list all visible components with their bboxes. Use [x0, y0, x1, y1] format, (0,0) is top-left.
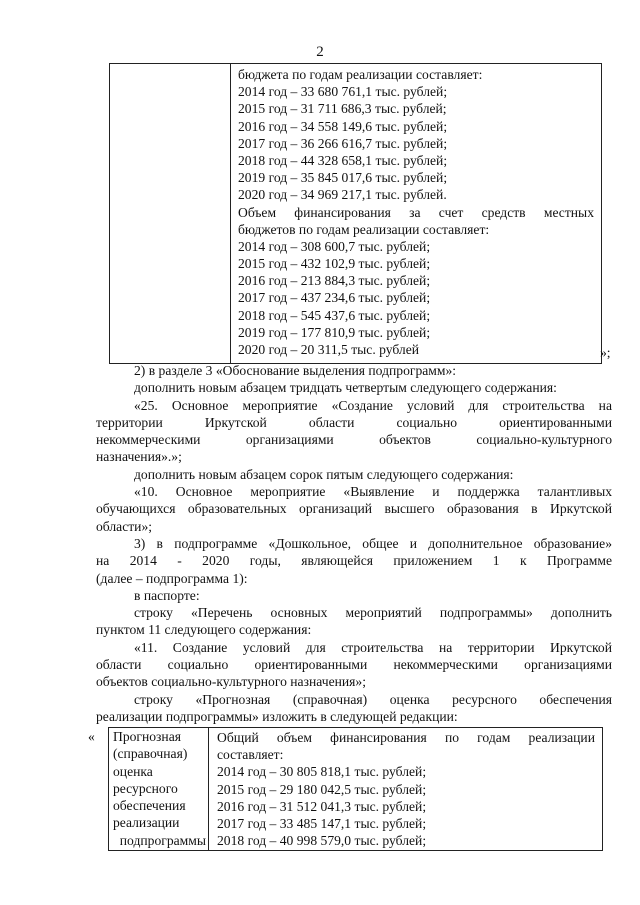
text-line: дополнить новым абзацем тридцать четвертым следующего содержания: — [134, 380, 557, 396]
row-header-line: оценка — [113, 763, 153, 779]
table-line: 2015 год – 31 711 686,3 тыс. рублей; — [238, 101, 447, 117]
text-line: области»; — [96, 518, 153, 534]
table-line: 2014 год – 33 680 761,1 тыс. рублей; — [238, 84, 448, 100]
table-opening-quote: « — [88, 729, 95, 744]
table-line: 2019 год – 177 810,9 тыс. рублей; — [238, 324, 431, 340]
text-line: пунктом 11 следующего содержания: — [96, 622, 312, 638]
text-line: «10. Основное мероприятие «Выявление и поддержка талантливых — [134, 484, 612, 500]
text-line: дополнить новым абзацем сорок пятым следующего содержания: — [134, 466, 514, 482]
text-line: строку «Прогнозная (справочная) оценка ресурсного обеспечения — [134, 691, 612, 707]
table-right-cell — [217, 729, 595, 849]
row-header-line: (справочная) — [113, 746, 188, 762]
table-closing-quote: »; — [600, 345, 611, 360]
row-header-line: Прогнозная — [113, 729, 181, 744]
table-line: 2017 год – 36 266 616,7 тыс. рублей; — [238, 135, 448, 151]
table-line: 2015 год – 432 102,9 тыс. рублей; — [238, 256, 431, 272]
table-right-cell — [238, 66, 594, 358]
text-line: некоммерческими организациями объектов социально-культурного — [96, 432, 612, 448]
table-line: бюджетов по годам реализации составляет: — [238, 221, 490, 237]
table-line: Объем финансирования за счет средств местных — [238, 204, 594, 220]
table-line: 2016 год – 31 512 041,3 тыс. рублей; — [217, 798, 427, 814]
text-line: «11. Создание условий для строительства на территории Иркутской — [134, 639, 612, 655]
table-line: 2020 год – 20 311,5 тыс. рублей — [238, 342, 420, 357]
table-line: 2018 год – 44 328 658,1 тыс. рублей; — [238, 152, 448, 168]
table-line: 2017 год – 33 485 147,1 тыс. рублей; — [217, 815, 427, 831]
table-line: 2016 год – 213 884,3 тыс. рублей; — [238, 273, 431, 289]
table-line: 2020 год – 34 969 217,1 тыс. рублей. — [238, 187, 447, 203]
table-line: 2014 год – 308 600,7 тыс. рублей; — [238, 238, 431, 254]
text-line: 3) в подпрограмме «Дошкольное, общее и дополнительное образование» — [134, 535, 612, 551]
text-line: строку «Перечень основных мероприятий подпрограммы» дополнить — [134, 605, 612, 621]
table-row-header — [109, 728, 209, 850]
table-line: 2019 год – 35 845 017,6 тыс. рублей; — [238, 170, 448, 186]
text-line: в паспорте: — [134, 587, 200, 603]
row-header-line: подпрограммы — [119, 832, 206, 848]
text-line: территории Иркутской области социально ориентированными — [96, 414, 612, 430]
table-line: 2015 год – 29 180 042,5 тыс. рублей; — [217, 781, 427, 797]
table-line: 2014 год – 30 805 818,1 тыс. рублей; — [217, 764, 427, 780]
table-line: Общий объем финансирования по годам реализации — [217, 730, 595, 745]
text-line: на 2014 - 2020 годы, являющейся приложением 1 к Программе — [96, 553, 612, 569]
table-line: 2017 год – 437 234,6 тыс. рублей; — [238, 290, 431, 306]
financing-table-continued — [109, 63, 602, 364]
table-line: бюджета по годам реализации составляет: — [238, 67, 483, 82]
text-line: обучающихся образовательных организаций высшего образования в Иркутской — [96, 501, 612, 517]
row-header-line: реализации — [113, 815, 180, 831]
amendment-text — [96, 362, 612, 725]
table-left-cell — [110, 64, 231, 363]
text-line: реализации подпрограммы» изложить в следующей редакции: — [96, 708, 458, 724]
table-line: 2016 год – 34 558 149,6 тыс. рублей; — [238, 118, 448, 134]
text-line: назначения».»; — [96, 449, 182, 465]
table-line: составляет: — [217, 747, 284, 763]
text-line: объектов социально-культурного назначения»; — [96, 674, 366, 690]
text-line: «25. Основное мероприятие «Создание условий для строительства на — [134, 397, 612, 413]
row-header-line: обеспечения — [113, 798, 186, 814]
table-line: 2018 год – 545 437,6 тыс. рублей; — [238, 307, 431, 323]
table-line: 2018 год – 40 998 579,0 тыс. рублей; — [217, 833, 427, 849]
text-line: 2) в разделе 3 «Обоснование выделения подпрограмм»: — [134, 363, 457, 378]
page-number: 2 — [316, 44, 324, 60]
resource-estimate-table — [108, 727, 603, 851]
row-header-line: ресурсного — [113, 780, 178, 796]
text-line: области социально ориентированными некоммерческими организациями — [96, 657, 612, 673]
text-line: (далее – подпрограмма 1): — [96, 570, 248, 586]
